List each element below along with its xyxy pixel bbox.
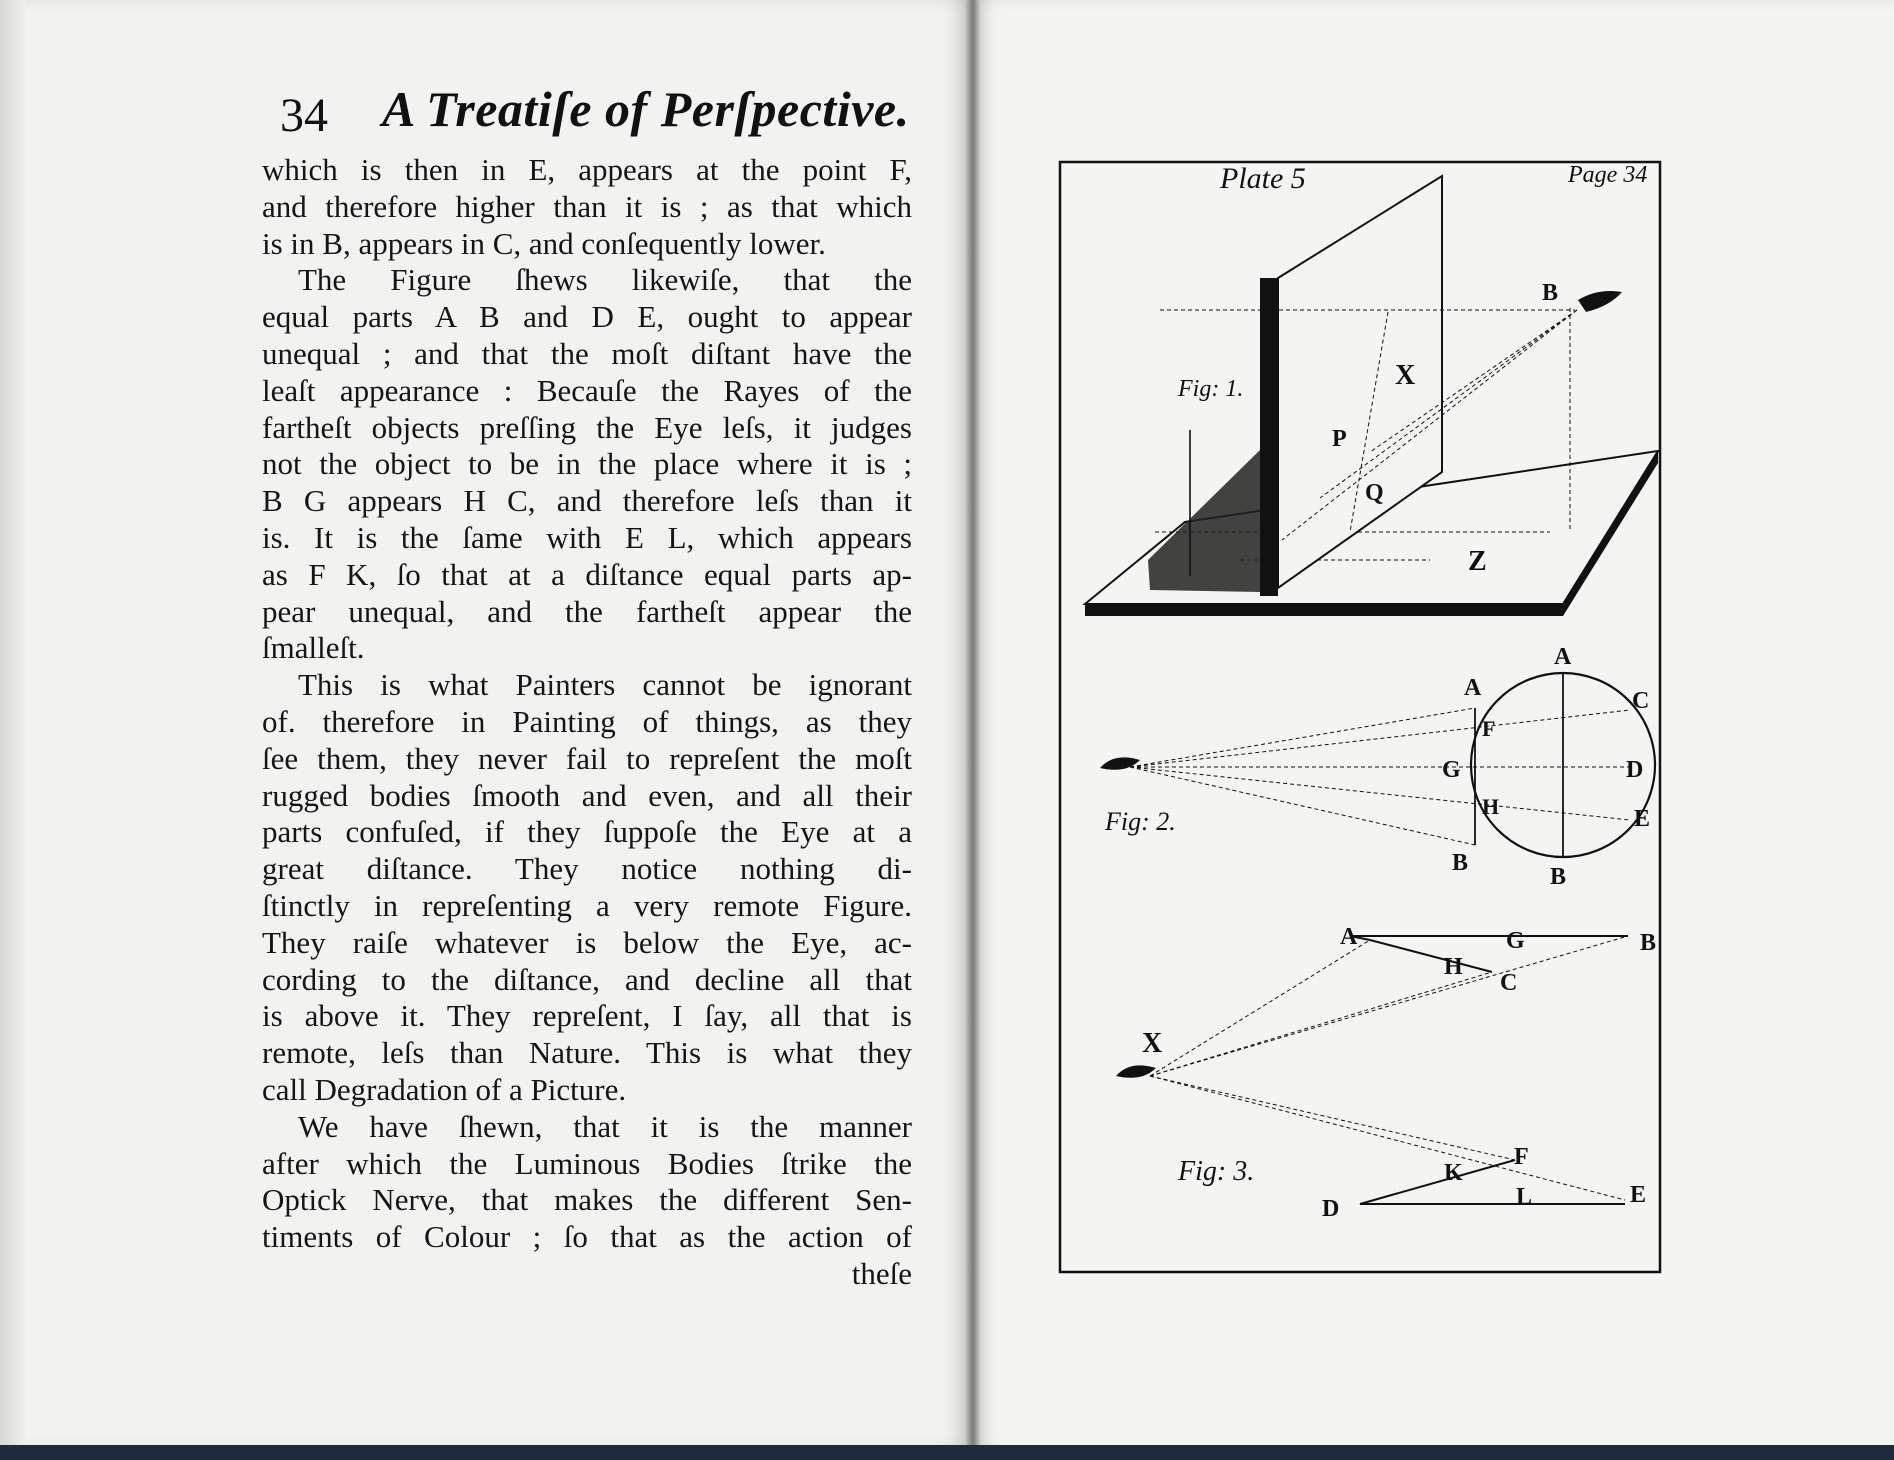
fig1-letter-q: Q: [1365, 480, 1384, 506]
running-head: [280, 80, 920, 150]
text-line: leaſt appearance : Becauſe the Rayes of the: [262, 372, 912, 408]
fig3-letter-k: K: [1444, 1160, 1463, 1186]
book-cover-edge: [0, 1445, 1894, 1460]
text-line: which is then in E, appears at the point F,: [262, 152, 912, 187]
text-line: ſtinctly in repreſenting a very remote Figure.: [262, 887, 912, 923]
text-line: great diſtance. They notice nothing di-: [262, 851, 912, 887]
fig2-letter-g: G: [1442, 757, 1461, 783]
fig3-letter-f: F: [1514, 1144, 1529, 1170]
fig3-letter-b: B: [1640, 930, 1657, 956]
fig3-letter-l: L: [1516, 1184, 1533, 1210]
fig1-eye-icon: [1578, 291, 1622, 312]
page-edge: [0, 0, 26, 1448]
fig3-letter-a: A: [1340, 924, 1358, 950]
text-line: Optick Nerve, that makes the different Sen-: [262, 1182, 912, 1218]
text-line: rugged bodies ſmooth and even, and all their: [262, 777, 912, 813]
fig3-label: Fig: 3.: [1178, 1156, 1255, 1187]
text-line: fartheſt objects preſſing the Eye leſs, it judges: [262, 409, 912, 445]
text-line: call Degradation of a Picture.: [262, 1071, 627, 1107]
fig3-letter-e: E: [1630, 1182, 1647, 1208]
fig2-letter-d: D: [1626, 757, 1644, 783]
fig3-letter-d: D: [1322, 1196, 1340, 1222]
fig3-letter-c: C: [1500, 970, 1518, 996]
fig2-letter-h: H: [1482, 794, 1500, 819]
text-line: They raiſe whatever is below the Eye, ac-: [262, 924, 912, 960]
text-line: cording to the diſtance, and decline all that: [262, 961, 912, 997]
text-line: of. therefore in Painting of things, as they: [262, 703, 912, 739]
fig1-label: Fig: 1.: [1178, 376, 1244, 402]
fig3-letter-x: X: [1142, 1028, 1163, 1059]
fig2-letter-b-rod: B: [1452, 850, 1469, 876]
text-line: is. It is the ſame with E L, which appears: [262, 519, 912, 555]
text-line: after which the Luminous Bodies ſtrike the: [262, 1145, 912, 1181]
plate-title: Plate 5: [1220, 162, 1306, 195]
text-line: not the object to be in the place where it is ;: [262, 446, 912, 482]
figure-1: [1085, 176, 1658, 616]
fig2-letter-e: E: [1634, 806, 1651, 832]
fig2-label: Fig: 2.: [1105, 807, 1176, 836]
body-text: [262, 152, 912, 1293]
fig1-letter-z: Z: [1468, 546, 1487, 577]
fig1-letter-x: X: [1395, 360, 1416, 391]
text-line: and therefore higher than it is ; as that which: [262, 188, 912, 224]
text-line: unequal ; and that the moſt diſtant have the: [262, 335, 912, 371]
fig1-letter-p: P: [1332, 426, 1347, 452]
figure-3: [1116, 924, 1656, 1222]
fig3-letter-g: G: [1506, 928, 1525, 954]
text-line: ſmalleſt.: [262, 630, 365, 666]
page-reference: Page 34: [1568, 162, 1648, 188]
text-line: theſe: [851, 1255, 912, 1291]
fig3-letter-h: H: [1444, 954, 1463, 980]
text-line: B G appears H C, and therefore leſs than it: [262, 483, 912, 519]
page-number: 34: [280, 89, 328, 142]
fig1-wall-edge: [1260, 278, 1278, 596]
fig1-base-edge: [1085, 604, 1563, 616]
fig1-letter-b: B: [1542, 280, 1559, 306]
fig2-letter-a-rod: A: [1464, 675, 1482, 701]
text-line: parts confuſed, if they ſuppoſe the Eye at a: [262, 814, 912, 850]
text-line: The Figure ſhews likewiſe, that the: [298, 262, 912, 298]
text-line: We have ſhewn, that it is the manner: [298, 1108, 912, 1144]
text-line: remote, leſs than Nature. This is what they: [262, 1035, 912, 1071]
figure-2: [1100, 644, 1655, 890]
text-line: equal parts A B and D E, ought to appear: [262, 299, 912, 335]
fig1-shadow: [1148, 450, 1260, 592]
text-line: This is what Painters cannot be ignorant: [298, 667, 912, 703]
running-title: A Treatiſe of Perſpective.: [382, 81, 910, 137]
fig2-letter-b-bottom: B: [1550, 864, 1567, 890]
fig2-letter-a-top: A: [1554, 644, 1572, 670]
text-line: pear unequal, and the fartheſt appear the: [262, 593, 912, 629]
text-line: timents of Colour ; ſo that as the action of: [262, 1219, 912, 1255]
fig2-letter-c: C: [1632, 688, 1650, 714]
text-line: is above it. They repreſent, I ſay, all that is: [262, 998, 912, 1034]
fig2-letter-f: F: [1482, 716, 1496, 741]
engraved-plate: [1030, 140, 1690, 1280]
text-line: is in B, appears in C, and conſequently lower.: [262, 225, 826, 261]
text-line: ſee them, they never fail to repreſent the moſt: [262, 740, 912, 776]
fig2-eye-icon: [1100, 757, 1140, 769]
book-gutter: [966, 0, 980, 1452]
text-line: as F K, ſo that at a diſtance equal parts ap-: [262, 556, 912, 592]
